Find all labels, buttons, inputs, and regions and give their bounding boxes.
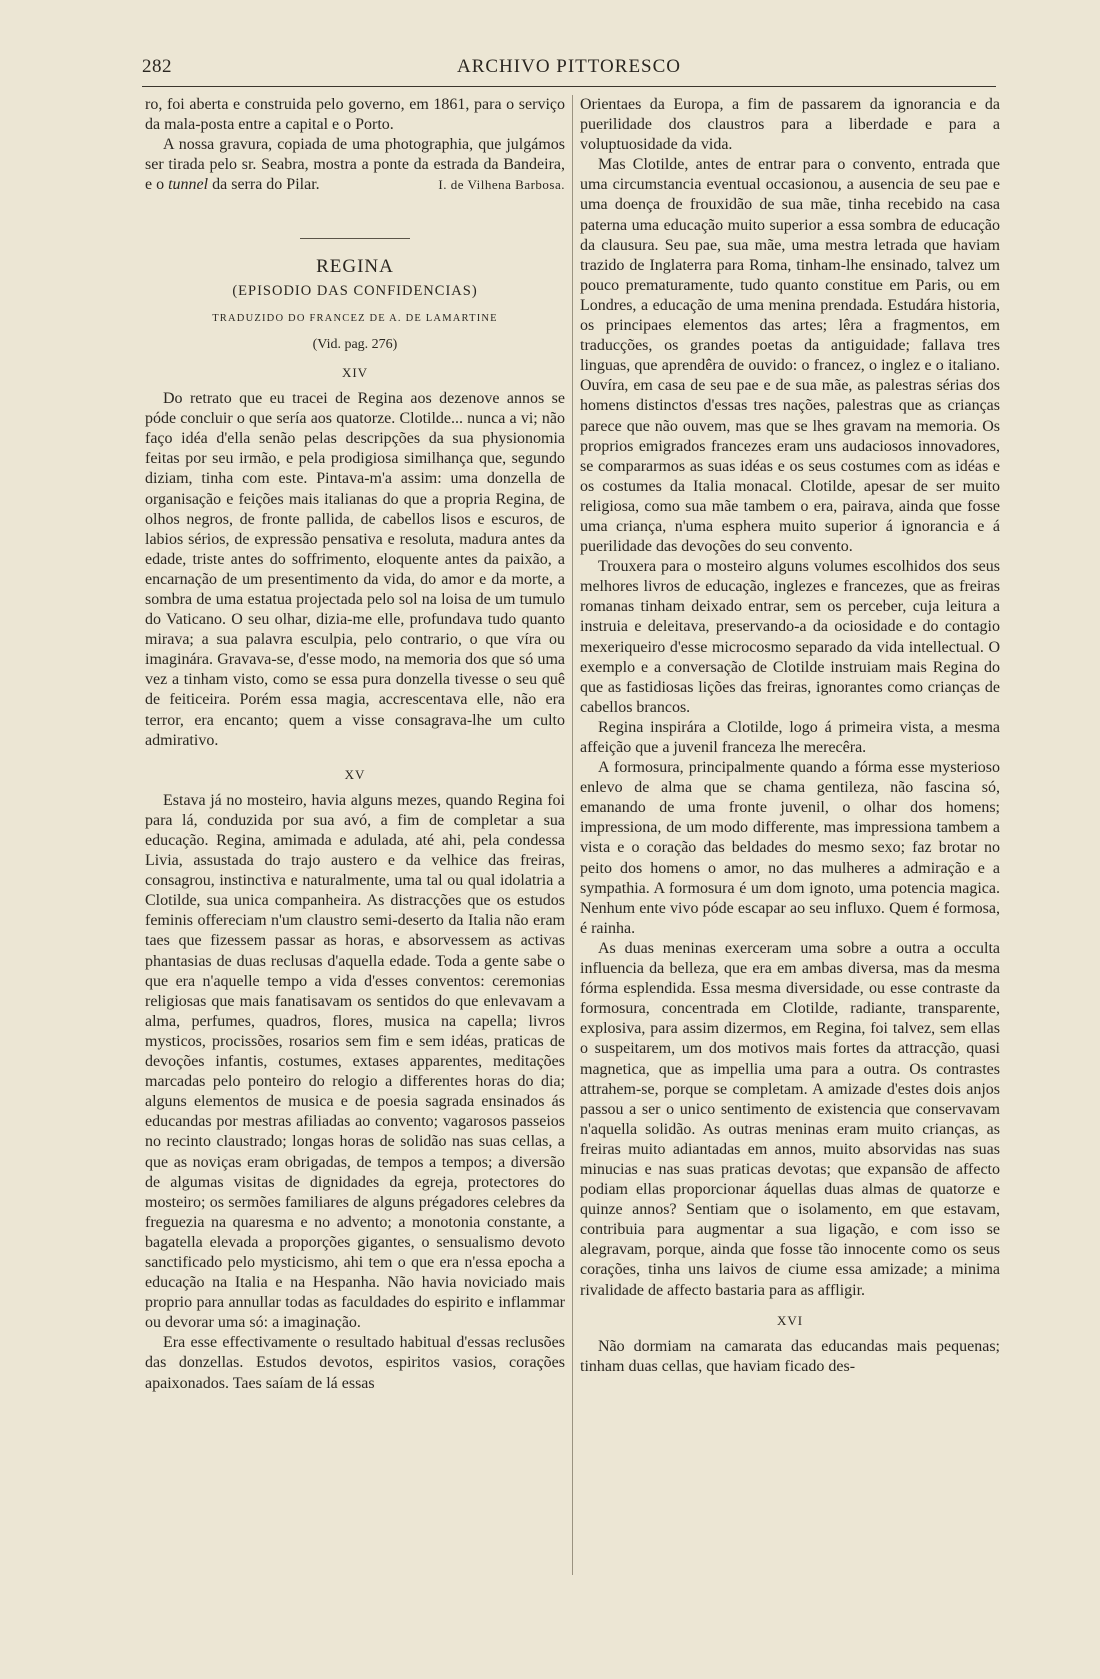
author-signature: I. de Vilhena Barbosa. [438,177,565,193]
article-subtitle: (EPISODIO DAS CONFIDENCIAS) [232,282,478,299]
paragraph: Regina inspirára a Clotilde, logo á primeira vista, a mesma affeição que a juvenil franceza lhe merecêra. [580,718,1000,756]
paragraph: Mas Clotilde, antes de entrar para o convento, entrada que uma circumstancia eventual occasionou, a ausencia de seu pae e uma doença de frouxidão de sua mãe, tinha recebido na casa paterna uma educação muito superior a essa sombra de educação da clausura. Seu pae, sua mãe, uma mestra letrada que haviam trazido de Inglaterra para Roma, tinham-lhe ensinado, talvez um pouco prematuramente, tudo quanto constitue em Paris, ou em Londres, a educação de uma menina prendada. Estudára historia, os principaes elementos das artes; lêra a fragmentos, em traducções, os grandes poetas da antiguidade; fallava tres linguas, que aprendêra de ouvido: o francez, o inglez e o italiano. Ouvíra, em casa de seu pae e de sua mãe, as palestras sérias dos homens distinctos d'essas tres nações, palestras que as crianças parece que não ouvem, mas que se lhes gravam na memoria. Os proprios emigrados francezes eram uns audaciosos innovadores, se compararmos as suas idéas e os seus costumes com as idéas e os costumes da Italia monacal. Clotilde, apesar de ser muito religiosa, como sua mãe tambem o era, pairava, ainda que fosse uma criança, n'uma esphera muito superior á ignorancia e á puerilidade das devoções do seu convento. [580,156,1000,556]
page-reference: (Vid. pag. 276) [312,336,398,352]
right-column [580,95,1000,1377]
section-number: XVI [776,1312,804,1328]
paragraph: Do retrato que eu tracei de Regina aos dezenove annos se póde concluir o que sería aos quatorze. Clotilde... nunca a vi; não faço idéa d'ella senão pelas descripções da sua physionomia feitas por seu irmão, e pela prodigiosa similhança que, segundo diziam, tinha com este. Pintava-m'a assim: uma donzella de organisação e feições mais italianas do que a propria Regina, de olhos negros, de fronte pallida, de cabellos lisos e escuros, de labios sérios, de expressão pensativa e resoluta, madura antes da edade, triste antes do soffrimento, eloquente antes da paixão, a encarnação de um presentimento da vida, do amor e da morte, a sombra de uma estatua projectada pelo sol na loisa de um tumulo do Vaticano. O seu olhar, dizia-me elle, profundava tudo quanto mirava; a sua palavra esculpia, pelo contrario, o que víra ou imaginára. Gravava-se, d'esse modo, na memoria dos que só uma vez a tinham visto, como se essa pura donzella tivesse o seu quê de feiticeira. Porém essa magia, accrescentava elle, não era terror, era encanto; quem a visse consagrava-lhe um culto admirativo. [145,390,565,749]
paragraph: ro, foi aberta e construida pelo governo, em 1861, para o serviço da mala-posta entre a capital e o Porto. [145,96,565,134]
paragraph: A formosura, principalmente quando a fórma esse mysterioso enlevo de alma que se chama gentileza, não fascina só, emanando de uma fronte juvenil, o olhar dos homens; impressiona, de um modo differente, mas impressiona tambem a vista e o coração das beldades do mesmo sexo; faz brotar no peito dos homens o amor, no das mulheres a admiração e a sympathia. A formosura é um dom ignoto, uma potencia magica. Nenhum ente vivo póde escapar ao seu influxo. Quem é formosa, é rainha. [580,759,1000,937]
paragraph: Era esse effectivamente o resultado habitual d'essas reclusões das donzellas. Estudos devotos, espiritos vasios, corações apaixonados. Taes saíam de lá essas [145,1334,565,1392]
section-number: XV [344,766,366,782]
section-number: XIV [341,364,369,380]
journal-title: ARCHIVO PITTORESCO [456,56,682,77]
page-number: 282 [142,56,172,77]
section-divider [300,238,410,239]
italic-word: tunnel [168,176,209,194]
paragraph: A nossa gravura, copiada de uma photographia, que julgámos ser tirada pelo sr. Seabra, mostra a ponte da estrada da Bandeira, e o tunnel da serra do Pilar. [145,136,565,194]
article-title: REGINA [316,255,394,277]
page-header [142,56,996,87]
translation-note: TRADUZIDO DO FRANCEZ DE A. DE LAMARTINE [212,312,498,324]
paragraph: Não dormiam na camarata das educandas mais pequenas; tinham duas cellas, que haviam ficado des- [580,1337,1000,1375]
column-divider [572,95,573,1575]
paragraph: As duas meninas exerceram uma sobre a outra a occulta influencia da belleza, que era em ambas diversa, mas da mesma fórma esplendida. Essa mesma diversidade, ou esse contraste da formosura, concentrada em Clotilde, radiante, transparente, explosiva, para assim dizermos, em Regina, foi talvez, sem ellas o suspeitarem, um dos motivos mais fortes da attracção, quasi magnetica, que as impellia uma para a outra. Os contrastes attrahem-se, porque se completam. A amizade d'estes dois anjos passou a ser o unico sentimento de existencia que conservavam n'aquella solidão. As outras meninas eram muito crianças, as freiras muito adiantadas em annos, muito absorvidas nas suas minucias e nas suas praticas devotas; que expansão de affecto podiam ellas proporcionar áquellas duas almas de quatorze e quinze annos? Sentiam que o isolamento, em que estavam, contribuia para augmentar a sua ligação, e com isso se alegravam, porque, ainda que fosse tão innocente como os seus corações, tinha uns laivos de ciume essa amizade; a minima rivalidade de affecto bastaria para as affligir. [580,939,1000,1299]
paragraph: Trouxera para o mosteiro alguns volumes escolhidos dos seus melhores livros de educação, inglezes e francezes, que as freiras romanas tinham deixado entrar, sem os perceber, cuja leitura a instruia e deleitava, preservando-a da ociosidade e do contagio mexeriqueiro d'esse microcosmo separado da vida intellectual. O exemplo e a conversação de Clotilde instruiam mais Regina do que as fastidiosas lições das freiras, ignorantes como crianças de cabellos brancos. [580,558,1000,716]
paragraph: Estava já no mosteiro, havia alguns mezes, quando Regina foi para lá, conduzida por sua avó, a fim de completar a sua educação. Regina, amimada e adulada, até ahi, pela condessa Livia, assustada do trajo austero e da velhice das freiras, consagrou, instinctiva e naturalmente, uma tal ou qual idolatria a Clotilde, sua unica companheira. As distracções que os estudos feminis offereciam n'um claustro semi-deserto da Italia não eram taes que fizessem passar as horas, e absorvessem as activas phantasias de duas reclusas d'aquella edade. Toda a gente sabe o que era n'aquelle tempo a vida d'esses conventos: ceremonias religiosas que mais fanatisavam os sentidos do que enlevavam a alma, perfumes, quadros, flores, musica na capella; livros mysticos, procissões, rosarios sem fim e sem idéas, praticas de devoções infantis, costumes, extases apparentes, meditações marcadas pelo ponteiro do relogio a differentes horas do dia; alguns elementos de musica e de poesia sagrada ensinados ás educandas por mestras afiliadas ao convento; vagarosos passeios no recinto claustrado; longas horas de solidão nas suas cellas, a que as noviças eram obrigadas, de tempos a tempos; a diversão de algumas visitas de dignidades da egreja, protectores do mosteiro; os sermões familiares de alguns prégadores celebres da freguezia na quaresma e no advento; a monotonia constante, a bagatella elevada a proporções gigantes, o sensualismo devoto sanctificado pelo mysticismo, ahi tem o que era n'essa epocha a educação na Italia e na Hespanha. Não havia noviciado mais proprio para annullar todas as faculdades do espirito e inflammar ou devorar uma só: a imaginação. [145,791,565,1332]
left-column [145,95,565,1394]
paragraph: Orientaes da Europa, a fim de passarem da ignorancia e da puerilidade dos claustros para a liberdade e para a voluptuosidade da vida. [580,96,1000,154]
